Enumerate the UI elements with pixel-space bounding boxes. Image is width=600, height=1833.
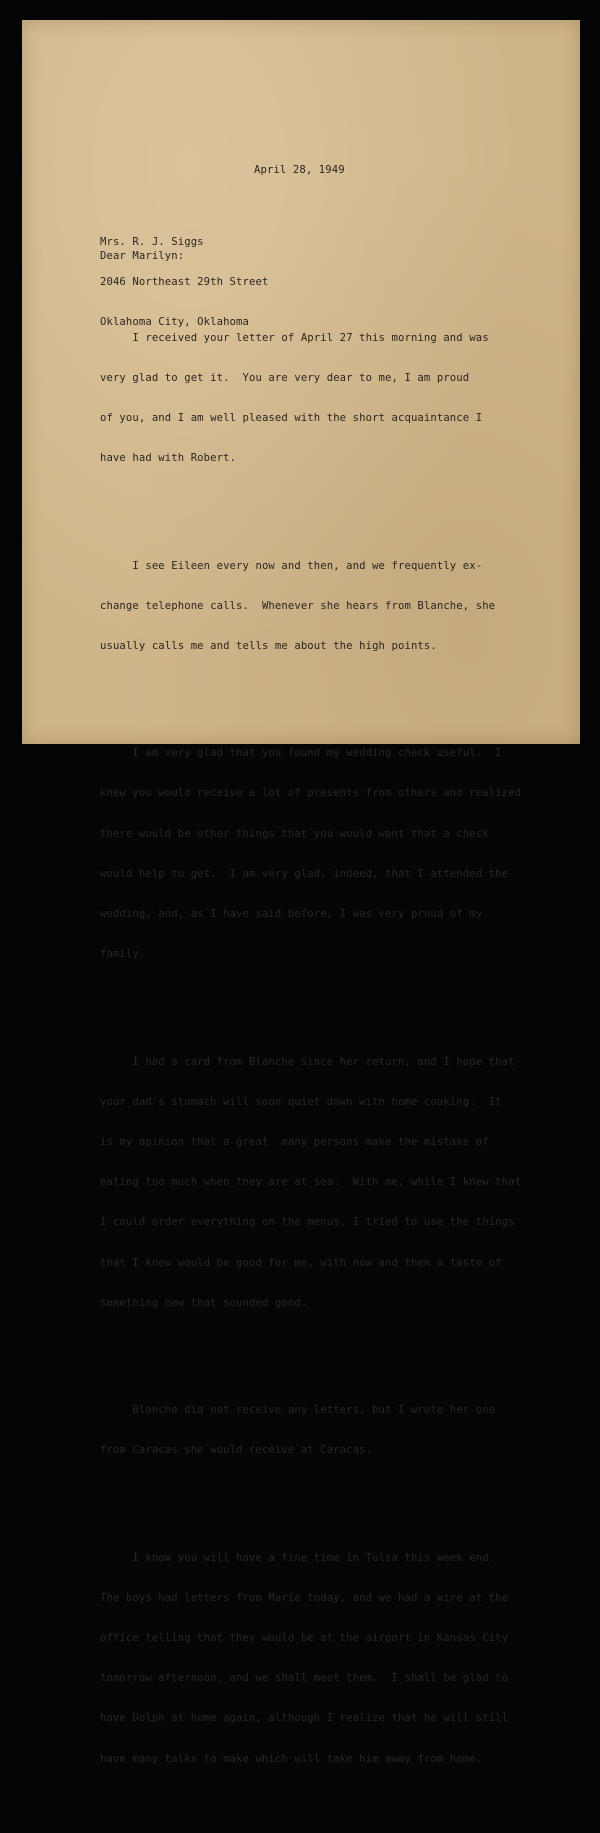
- address-line: Mrs. R. J. Siggs: [100, 235, 204, 248]
- text-line: change telephone calls. Whenever she hears from Blanche, she: [100, 599, 496, 612]
- text-line: The boys had letters from Marie today, and we had a wire at the: [100, 1591, 509, 1604]
- paragraph: [100, 720, 521, 988]
- text-line: of you, and I am well pleased with the short acquaintance I: [100, 412, 483, 425]
- text-line: something new that sounded good.: [100, 1296, 308, 1309]
- text-line: I had a card from Blanche since her return, and I hope that: [100, 1055, 515, 1068]
- text-line: have had with Robert.: [100, 452, 237, 465]
- text-line: I received your letter of April 27 this morning and was: [100, 331, 489, 344]
- text-line: that I knew would be good for me, with now and then a taste of: [100, 1256, 502, 1269]
- text-line: family.: [100, 948, 146, 961]
- text-line: tomorrow afternoon, and we shall meet them. I shall be glad to: [100, 1672, 509, 1685]
- text-line: have Dolph at home again, although I realize that he will still: [100, 1712, 509, 1725]
- text-line: have many talks to make which will take him away from home.: [100, 1752, 483, 1765]
- paragraph: [100, 305, 521, 493]
- text-line: I see Eileen every now and then, and we frequently ex-: [100, 559, 483, 572]
- text-line: knew you would receive a lot of presents from others and realized: [100, 787, 522, 800]
- address-line: Oklahoma City, Oklahoma: [100, 316, 249, 329]
- paragraph: [100, 1525, 521, 1793]
- text-line: usually calls me and tells me about the high points.: [100, 639, 437, 652]
- text-line: office telling that they would be at the airport in Kansas City: [100, 1631, 509, 1644]
- text-line: would help to get. I am very glad, indeed, that I attended the: [100, 867, 509, 880]
- paragraph: [100, 1029, 521, 1337]
- letter-page: [22, 20, 580, 1765]
- text-line: eating too much when they are at sea. With me, while I knew that: [100, 1176, 522, 1189]
- text-line: is my opinion that a great many persons make the mistake of: [100, 1135, 489, 1148]
- text-line: wedding, and, as I have said before, I was very proud of my: [100, 908, 483, 921]
- text-line: Blanche did not receive any letters, but I wrote her one: [100, 1404, 496, 1417]
- letter-body: [100, 278, 521, 1833]
- text-line: from Caracas she would receive at Caracas.: [100, 1444, 373, 1457]
- text-line: I know you will have a fine time in Tulsa this week end.: [100, 1551, 496, 1564]
- text-line: your dad's stomach will soon quiet down with home cooking. It: [100, 1095, 502, 1108]
- text-line: I am very glad that you found my wedding check useful. I: [100, 747, 502, 760]
- paragraph: [100, 533, 521, 680]
- letter-date: April 28, 1949: [254, 164, 345, 176]
- paragraph: [100, 1377, 521, 1484]
- text-line: very glad to get it. You are very dear to me, I am proud: [100, 371, 470, 384]
- text-line: I could order everything on the menus, I tried to use the things: [100, 1216, 515, 1229]
- address-line: 2046 Northeast 29th Street: [100, 276, 269, 289]
- salutation: Dear Marilyn:: [100, 250, 185, 262]
- text-line: there would be other things that you would want that a check: [100, 827, 489, 840]
